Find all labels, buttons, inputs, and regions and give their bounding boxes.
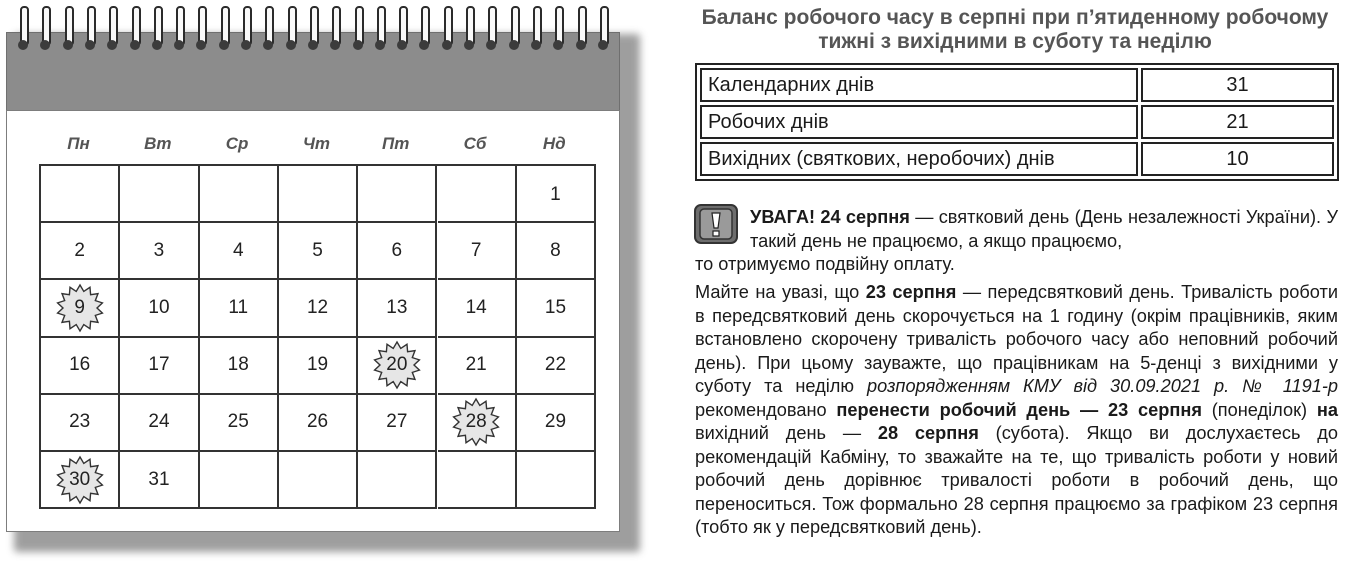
calendar-day-cell <box>200 223 279 280</box>
calendar-grid <box>39 164 596 509</box>
row-value: 31 <box>1141 68 1334 102</box>
notice-holiday-text: — святковий день (День незалежності України). У такий день не працюємо, а якщо працюємо, <box>750 207 1338 251</box>
calendar-empty-cell <box>438 166 517 223</box>
day-number: 17 <box>148 354 170 376</box>
day-number: 10 <box>148 296 170 318</box>
bold-date: 28 серпня <box>877 423 979 443</box>
spiral-ring <box>63 6 73 50</box>
row-label: Вихідних (святкових, неробочих) днів <box>700 142 1138 176</box>
calendar-day-cell <box>358 338 437 395</box>
spiral-ring <box>18 6 28 50</box>
calendar-day-cell <box>41 395 120 452</box>
day-number: 4 <box>232 239 244 261</box>
calendar-day-cell <box>120 280 199 337</box>
day-number: 23 <box>69 411 91 433</box>
spiral-ring <box>397 6 407 50</box>
balance-title: Баланс робочого часу в серпні при п’ятиденному робочому тижні з вихідними в суботу та неділю <box>701 6 1329 53</box>
weekday-label: Нд <box>542 134 566 153</box>
calendar-empty-cell <box>358 452 437 509</box>
calendar-day-cell <box>517 223 596 280</box>
notice-holiday-paragraph <box>750 206 1338 253</box>
day-number: 3 <box>153 239 165 261</box>
day-number: 26 <box>306 411 329 433</box>
notice-holiday-tail: то отримуємо подвійну оплату. <box>695 254 955 274</box>
spiral-ring <box>286 6 296 50</box>
calendar-day-cell <box>358 223 437 280</box>
calendar-day-cell <box>200 338 279 395</box>
spiral-ring <box>196 6 206 50</box>
bold-transfer: перенести робочий день — 23 серпня <box>836 399 1202 420</box>
exclamation-icon <box>694 204 738 244</box>
notice-warning-heading: УВАГА! 24 серпня <box>750 207 910 227</box>
day-number: 5 <box>312 239 323 261</box>
day-number: 28 <box>465 411 487 433</box>
calendar-empty-cell <box>120 166 199 223</box>
day-number: 24 <box>148 411 170 433</box>
decree-reference: розпорядженням КМУ від 30.09.2021 р. № 1191-р <box>866 376 1339 396</box>
calendar-day-cell <box>517 166 596 223</box>
day-number: 30 <box>69 468 91 490</box>
day-number: 20 <box>386 354 408 376</box>
calendar-day-cell <box>358 395 437 452</box>
row-value: 21 <box>1141 105 1334 139</box>
table-row <box>700 142 1334 176</box>
day-number: 18 <box>227 354 249 376</box>
day-number: 22 <box>544 354 567 376</box>
weekday-label: Пт <box>382 134 410 153</box>
day-number: 1 <box>550 184 561 205</box>
spiral-ring <box>598 6 608 50</box>
calendar-day-cell <box>438 280 517 337</box>
spiral-ring <box>330 6 340 50</box>
day-number: 14 <box>465 296 487 318</box>
day-number: 15 <box>544 296 567 318</box>
calendar-day-cell <box>120 395 199 452</box>
balance-table <box>695 63 1339 181</box>
calendar-day-cell <box>120 338 199 395</box>
calendar-day-cell <box>279 280 358 337</box>
calendar-day-cell <box>41 223 120 280</box>
spiral-ring <box>531 6 541 50</box>
day-number: 21 <box>465 354 487 376</box>
text: Майте на увазі, що <box>695 282 866 302</box>
day-number: 9 <box>74 296 85 318</box>
text: (субота). Якщо ви дослухаєтесь до рекомендацій Кабміну, то зважайте на те, що тривалість роботи у новий робочий день дорівнює тривалості роботи в робочий день, що переноситься. Тож формально 28 серпня працюємо за графіком 23 серпня (тобто як у передсвятковий день). <box>695 423 1338 537</box>
day-number: 6 <box>391 239 403 261</box>
weekday-label: Пн <box>67 134 90 153</box>
text: рекомендовано <box>695 399 837 420</box>
calendar-day-cell <box>438 223 517 280</box>
weekday-label: Сб <box>463 134 487 153</box>
calendar-day-cell <box>279 338 358 395</box>
spiral-ring <box>464 6 474 50</box>
calendar-empty-cell <box>41 166 120 223</box>
spiral-ring <box>442 6 452 50</box>
notice-preholiday-paragraph <box>695 281 1338 540</box>
spiral-ring <box>152 6 162 50</box>
day-number: 8 <box>550 239 561 261</box>
day-number: 13 <box>386 296 408 318</box>
calendar-day-cell <box>279 223 358 280</box>
row-label: Робочих днів <box>700 105 1138 139</box>
spiral-ring <box>509 6 519 50</box>
calendar-day-cell <box>517 395 596 452</box>
day-number: 16 <box>69 354 91 376</box>
spiral-ring <box>130 6 140 50</box>
day-number: 27 <box>386 411 408 433</box>
row-value: 10 <box>1141 142 1334 176</box>
day-number: 25 <box>227 411 249 433</box>
weekday-label: Вт <box>144 134 172 153</box>
table-row <box>700 68 1334 102</box>
spiral-ring <box>174 6 184 50</box>
calendar-day-cell <box>517 338 596 395</box>
day-number: 7 <box>470 239 482 261</box>
spiral-ring <box>486 6 496 50</box>
day-number: 31 <box>148 468 170 490</box>
calendar-day-cell <box>120 452 199 509</box>
row-label: Календарних днів <box>700 68 1138 102</box>
spiral-ring <box>263 6 273 50</box>
spiral-ring <box>308 6 318 50</box>
bold-date: 23 серпня <box>865 282 957 302</box>
calendar-empty-cell <box>279 166 358 223</box>
calendar-day-cell <box>438 395 517 452</box>
spiral-ring <box>553 6 563 50</box>
day-number: 19 <box>306 354 329 376</box>
text: (понеділок) <box>1201 399 1317 420</box>
table-row <box>700 105 1334 139</box>
weekday-label: Ср <box>225 134 249 153</box>
calendar-day-cell <box>41 452 120 509</box>
calendar-day-cell <box>200 395 279 452</box>
calendar-empty-cell <box>200 452 279 509</box>
calendar-day-cell <box>200 280 279 337</box>
day-number: 29 <box>544 411 567 433</box>
spiral-ring <box>219 6 229 50</box>
day-number: 2 <box>74 239 85 261</box>
text: — передсвятковий день. Тривалість роботи в передсвятковий день скорочується на 1 годину (окрім працівників, яким встановлено скорочену тривалість робочого часу або неповний робочий день). При цьому зауважте, що працівникам на 5-денці з вихідними у суботу та неділю <box>695 282 1338 396</box>
calendar-day-cell <box>358 280 437 337</box>
calendar-empty-cell <box>200 166 279 223</box>
calendar-spiral-binding <box>10 0 616 56</box>
calendar-day-cell <box>120 223 199 280</box>
day-number: 11 <box>228 296 249 318</box>
spiral-ring <box>353 6 363 50</box>
calendar-empty-cell <box>517 452 596 509</box>
spiral-ring <box>85 6 95 50</box>
day-number: 12 <box>306 296 329 318</box>
calendar-day-cell <box>438 338 517 395</box>
calendar-empty-cell <box>358 166 437 223</box>
spiral-ring <box>419 6 429 50</box>
calendar-day-cell <box>279 395 358 452</box>
text: вихідний день — <box>695 423 878 443</box>
weekday-label: Чт <box>302 134 330 153</box>
spiral-ring <box>107 6 117 50</box>
bold-word: на <box>1316 399 1338 420</box>
spiral-ring <box>576 6 586 50</box>
calendar-day-cell <box>517 280 596 337</box>
spiral-ring <box>375 6 385 50</box>
calendar-day-cell <box>41 338 120 395</box>
spiral-ring <box>241 6 251 50</box>
calendar-empty-cell <box>438 452 517 509</box>
spiral-ring <box>40 6 50 50</box>
calendar-empty-cell <box>279 452 358 509</box>
calendar-day-cell <box>41 280 120 337</box>
